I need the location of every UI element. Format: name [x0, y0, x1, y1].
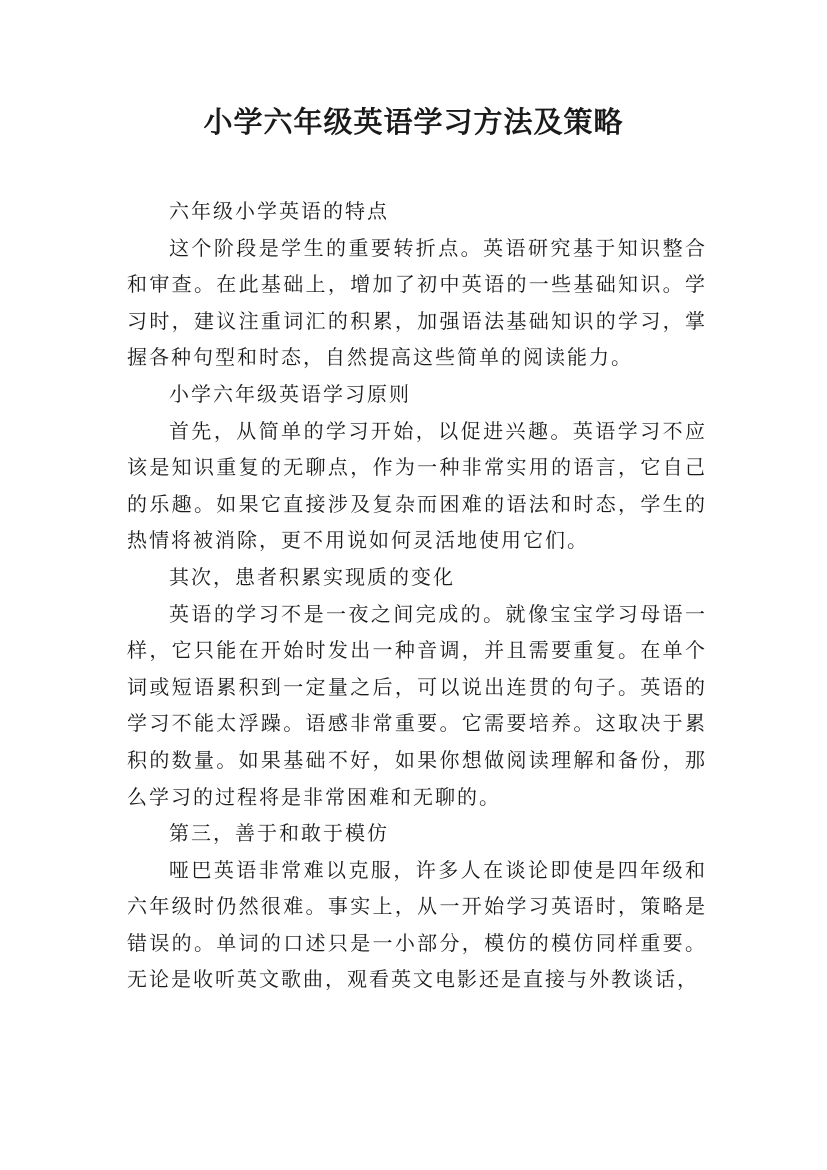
document-title: 小学六年级英语学习方法及策略: [203, 105, 624, 139]
section-heading: 其次，患者积累实现质的变化: [169, 564, 455, 589]
body-paragraph: 首先，从简单的学习开始，以促进兴趣。英语学习不应该是知识重复的无聊点，作为一种非常实用的语言，它自己的乐趣。如果它直接涉及复杂而困难的语法和时态，学生的热情将被消除，更不用说如何灵活地使用它们。: [127, 418, 707, 553]
body-paragraph: 这个阶段是学生的重要转折点。英语研究基于知识整合和审查。在此基础上，增加了初中英语的一些基础知识。学习时，建议注重词汇的积累，加强语法基础知识的学习，掌握各种句型和时态，自然提高这些简单的阅读能力。: [127, 235, 707, 370]
section-heading: 六年级小学英语的特点: [169, 199, 389, 223]
section-heading: 小学六年级英语学习原则: [169, 381, 411, 406]
document-body: [127, 193, 707, 998]
section-heading: 第三，善于和敢于模仿: [169, 821, 389, 846]
body-paragraph: 英语的学习不是一夜之间完成的。就像宝宝学习母语一样，它只能在开始时发出一种音调，并且需要重复。在单个词或短语累积到一定量之后，可以说出连贯的句子。英语的学习不能太浮躁。语感非常重要。它需要培养。这取决于累积的数量。如果基础不好，如果你想做阅读理解和备份，那么学习的过程将是非常困难和无聊的。: [127, 601, 707, 809]
body-paragraph: 哑巴英语非常难以克服，许多人在谈论即使是四年级和六年级时仍然很难。事实上，从一开始学习英语时，策略是错误的。单词的口述只是一小部分，模仿的模仿同样重要。无论是收听英文歌曲，观看英文电影还是直接与外教谈话，: [127, 857, 707, 992]
